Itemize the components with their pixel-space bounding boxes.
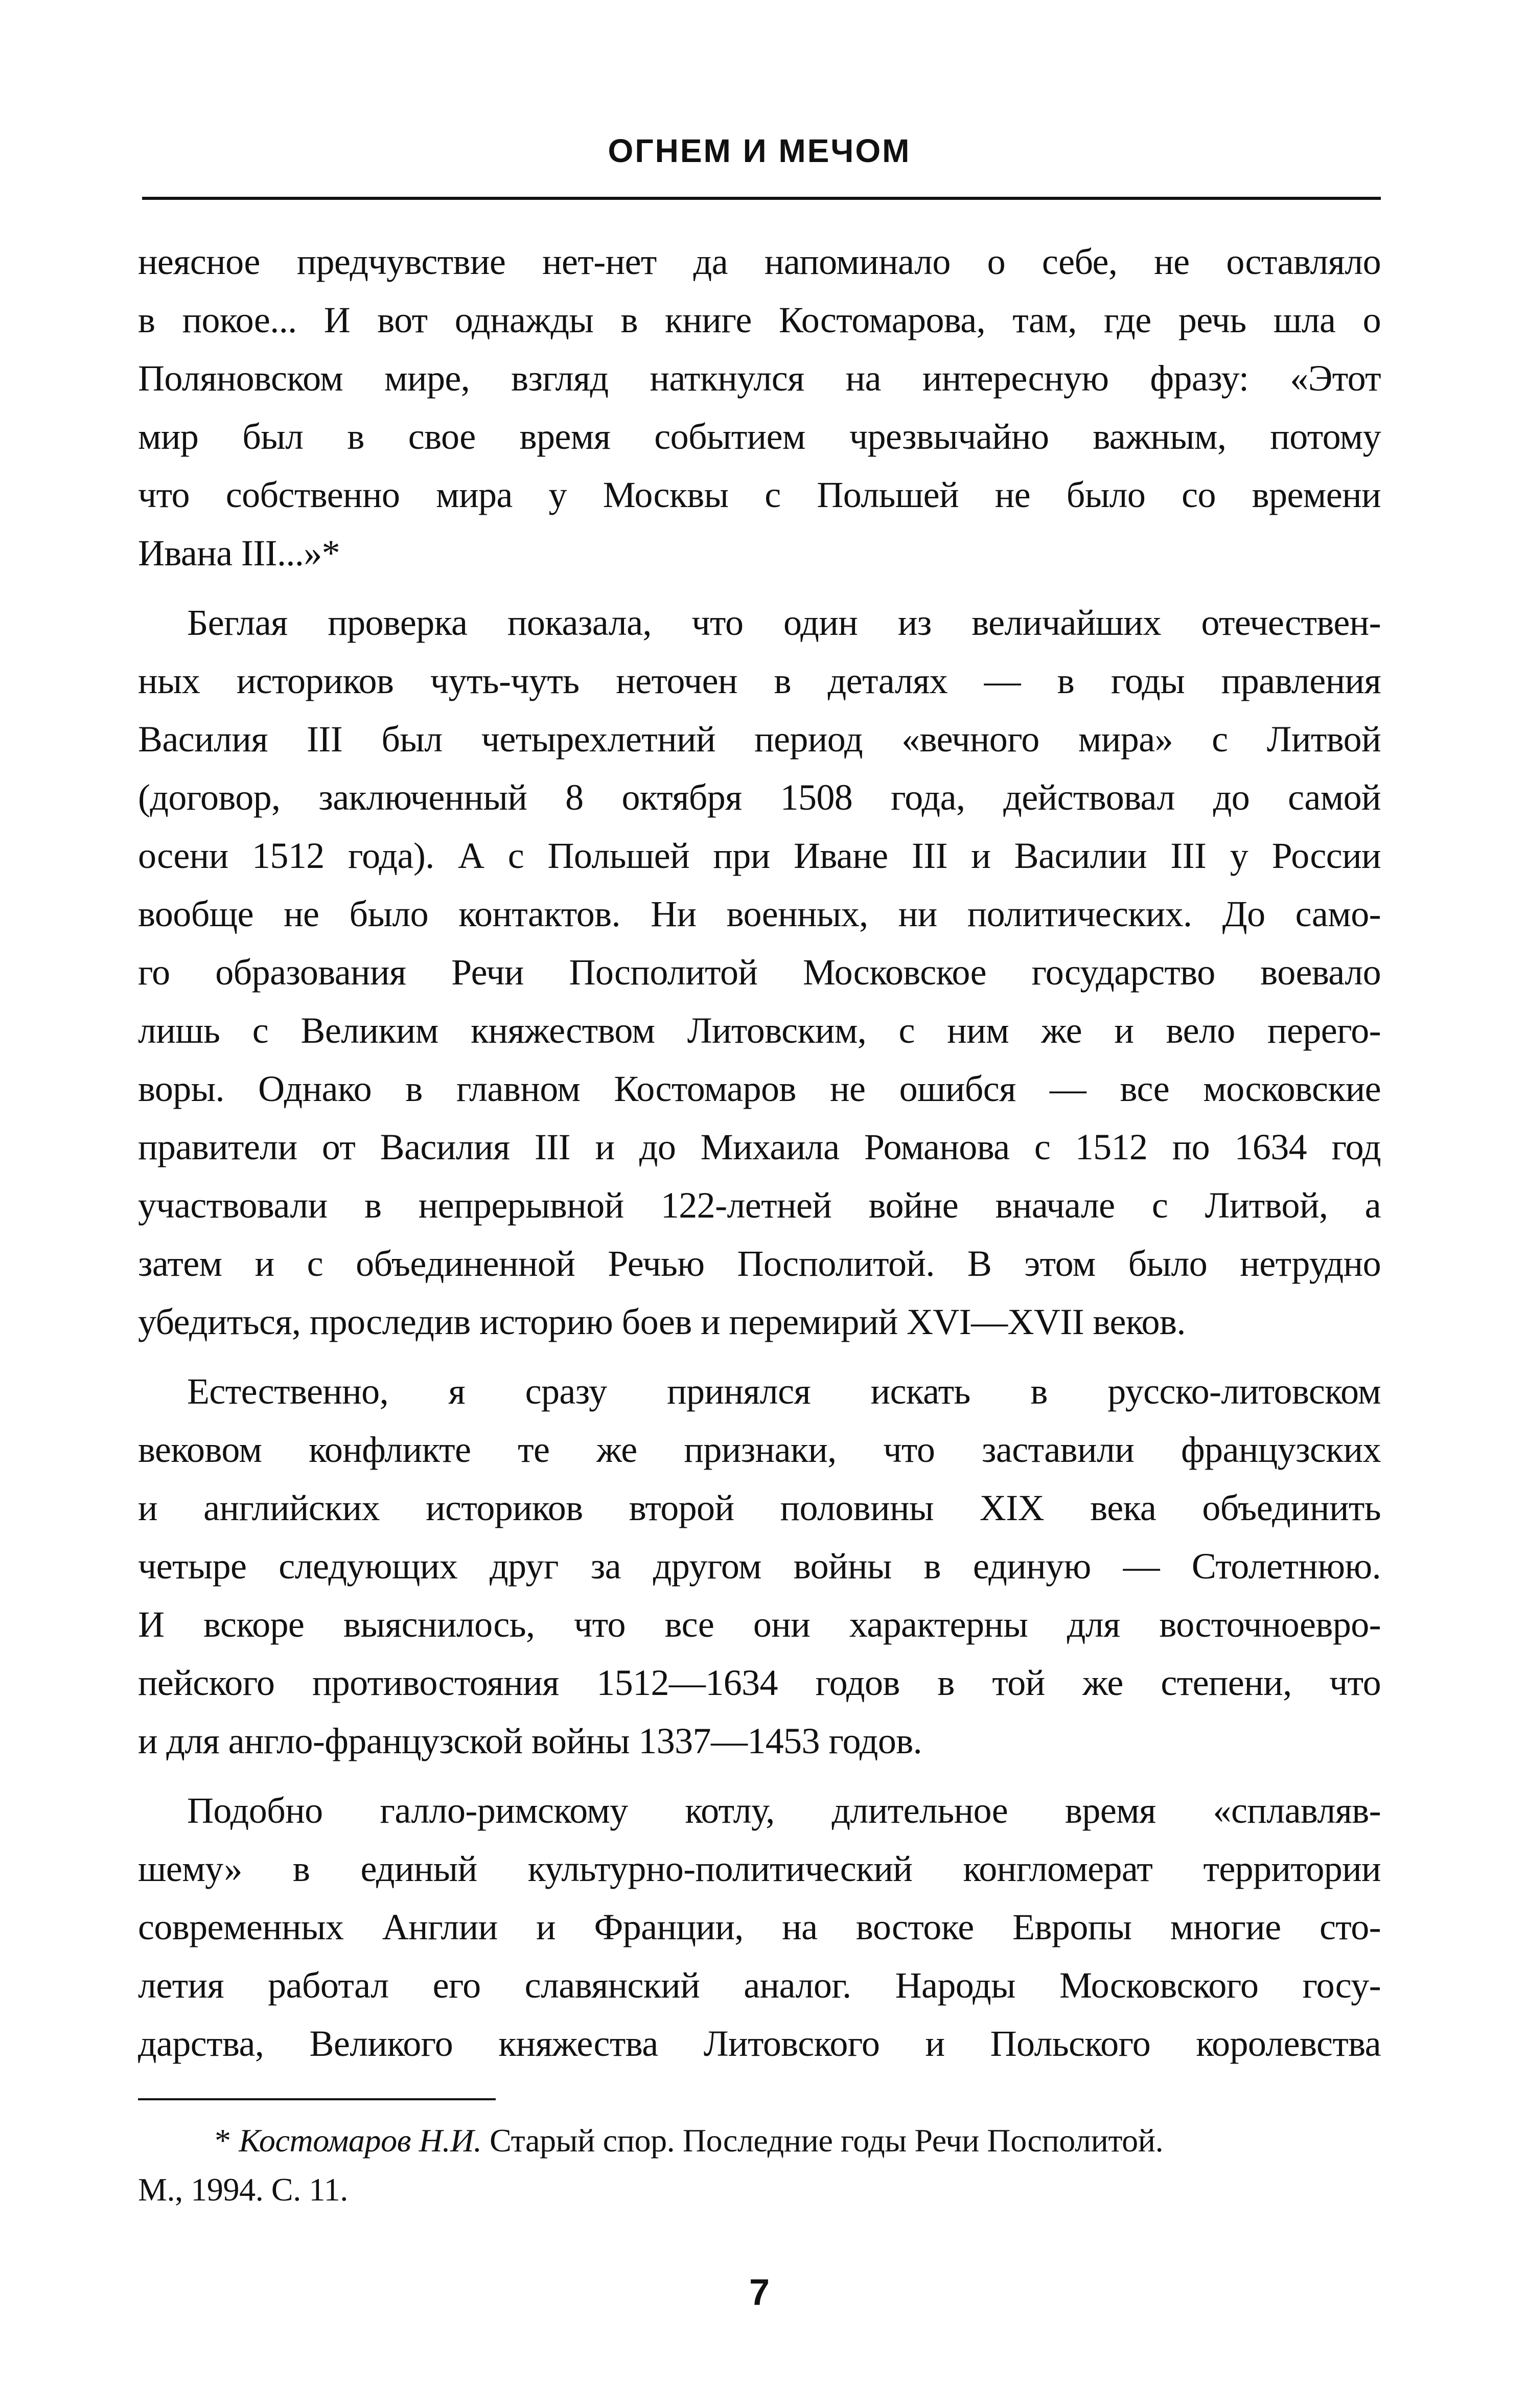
text-line: Беглая проверка показала, что один из величайших отечествен- [187,602,1381,643]
paragraph-2 [138,593,1381,1351]
text-line: Ивана III...»* [138,533,340,574]
body-text [138,233,1381,2073]
text-line: мир был в свое время событием чрезвычайно важным, потому [138,416,1381,457]
text-line: участвовали в непрерывной 122-летней войне вначале с Литвой, а [138,1185,1381,1226]
text-line: правители от Василия III и до Михаила Романова с 1512 по 1634 год [138,1127,1381,1167]
text-line: Подобно галло-римскому котлу, длительное время «сплавляв- [187,1790,1381,1831]
text-line: шему» в единый культурно-политический конгломерат территории [138,1848,1381,1889]
text-line: что собственно мира у Москвы с Польшей не было со времени [138,474,1381,515]
text-line: в покое... И вот однажды в книге Костомарова, там, где речь шла о [138,300,1381,340]
text-line: и для англо-французской войны 1337—1453 годов. [138,1721,922,1761]
text-line: неясное предчувствие нет-нет да напоминало о себе, не оставляло [138,241,1381,282]
text-line: осени 1512 года). А с Польшей при Иване III и Василии III у России [138,835,1381,876]
text-line: вообще не было контактов. Ни военных, ни политических. До само- [138,893,1381,934]
text-line: Василия III был четырехлетний период «вечного мира» с Литвой [138,719,1381,760]
paragraph-4 [138,1781,1381,2073]
header-rule [142,197,1381,200]
text-line: лишь с Великим княжеством Литовским, с ним же и вело перего- [138,1010,1381,1051]
text-line: Поляновском мире, взгляд наткнулся на интересную фразу: «Этот [138,358,1381,399]
text-line: убедиться, проследив историю боев и перемирий XVI—XVII веков. [138,1301,1186,1342]
footnote-marker: * [215,2122,231,2159]
text-line: дарства, Великого княжества Литовского и Польского королевства [138,2023,1381,2064]
text-line: вековом конфликте те же признаки, что заставили французских [138,1429,1381,1470]
text-line: ных историков чуть-чуть неточен в деталях — в годы правления [138,660,1381,701]
page-number: 7 [749,2272,770,2313]
footnote [138,2116,1381,2214]
text-line: И вскоре выяснилось, что все они характерны для восточноевро- [138,1604,1381,1645]
text-line: пейского противостояния 1512—1634 годов в той же степени, что [138,1662,1381,1703]
text-line: затем и с объединенной Речью Посполитой. В этом было нетрудно [138,1243,1381,1284]
book-page [138,0,1381,2408]
text-line: летия работал его славянский аналог. Народы Московского госу- [138,1965,1381,2006]
footnote-line-2: М., 1994. С. 11. [138,2171,348,2208]
text-line: (договор, заключенный 8 октября 1508 года, действовал до самой [138,777,1381,818]
text-line: воры. Однако в главном Костомаров не ошибся — все московские [138,1068,1381,1109]
footnote-line-1 [138,2116,1381,2165]
paragraph-3 [138,1362,1381,1770]
paragraph-1 [138,233,1381,582]
footnote-text: Старый спор. Последние годы Речи Посполитой. [490,2122,1164,2159]
text-line: и английских историков второй половины XIX века объединить [138,1487,1381,1528]
text-line: го образования Речи Посполитой Московское государство воевало [138,952,1381,993]
text-line: четыре следующих друг за другом войны в единую — Столетнюю. [138,1546,1381,1587]
text-line: Естественно, я сразу принялся искать в русско-литовском [187,1371,1381,1412]
footnote-rule [138,2098,496,2100]
footnote-author: Костомаров Н.И. [239,2122,482,2159]
text-line: современных Англии и Франции, на востоке Европы многие сто- [138,1907,1381,1947]
running-title: ОГНЕМ И МЕЧОМ [608,132,911,169]
